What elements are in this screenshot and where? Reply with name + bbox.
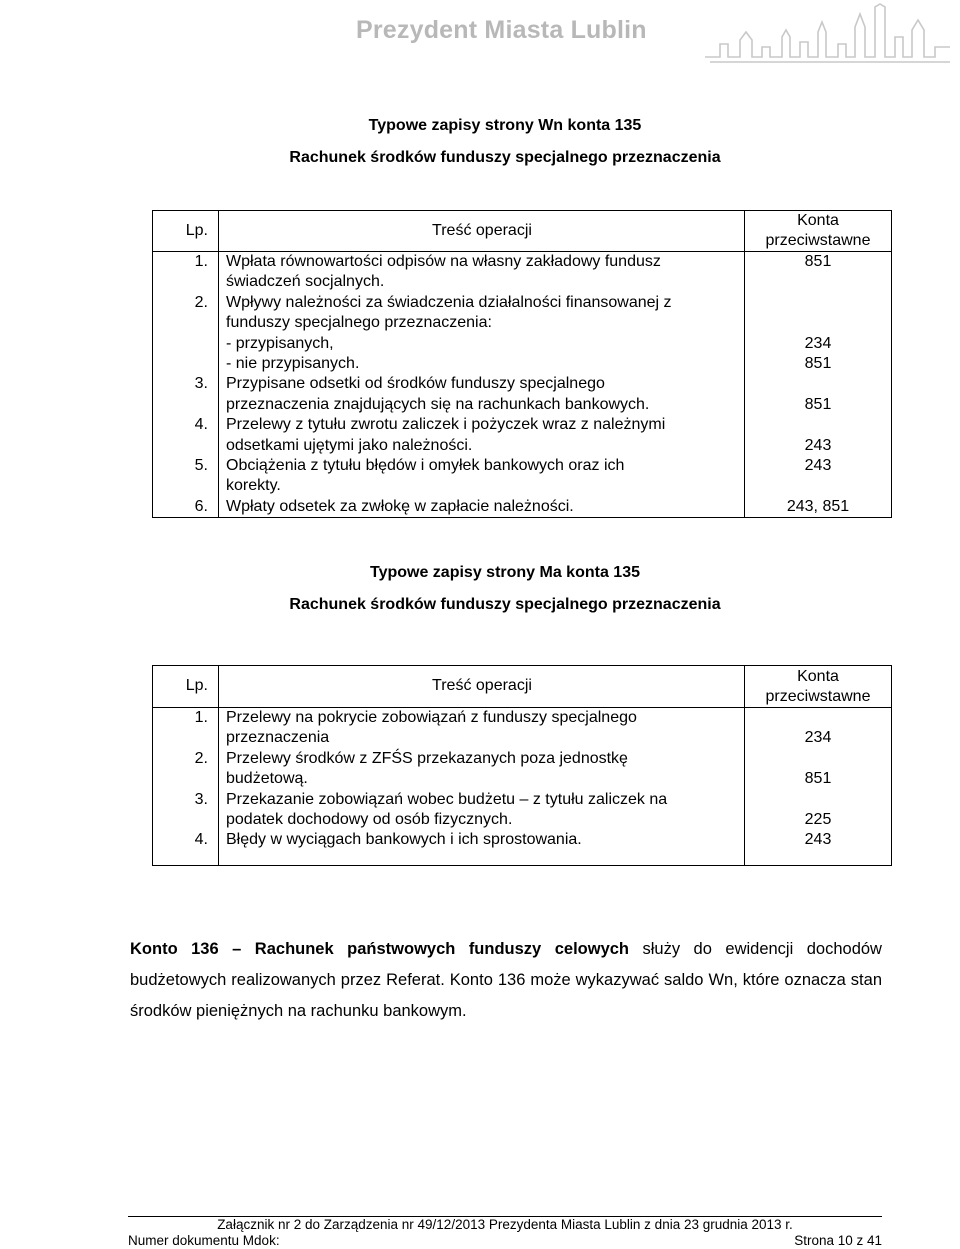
section-ma-subheading: Rachunek środków funduszy specjalnego przeznaczenia (289, 596, 721, 613)
table-row: 2. Przelewy środków z ZFŚS przekazanych poza jednostkę budżetową. 851 (153, 749, 892, 790)
konto-136-title: Konto 136 – Rachunek państwowych funduszy celowych (130, 940, 629, 958)
city-skyline-logo (700, 2, 955, 72)
col-header-konta: Konta przeciwstawne (745, 211, 892, 252)
table-row: 1. Przelewy na pokrycie zobowiązań z funduszy specjalnego przeznaczenia 234 (153, 708, 892, 749)
col-header-tresc: Treść operacji (219, 211, 745, 252)
section-wn-heading: Typowe zapisy strony Wn konta 135 (368, 117, 642, 134)
wn-operations-table (152, 210, 892, 518)
table-row: 3. Przypisane odsetki od środków funduszy specjalnego przeznaczenia znajdujących się na rachunkach bankowych. 851 (153, 374, 892, 415)
table-row: 1. Wpłata równowartości odpisów na własny zakładowy fundusz świadczeń socjalnych. 851 (153, 252, 892, 293)
section-wn-subheading: Rachunek środków funduszy specjalnego przeznaczenia (289, 149, 721, 166)
footer-attachment-note: Załącznik nr 2 do Zarządzenia nr 49/12/2013 Prezydenta Miasta Lublin z dnia 23 grudnia 2013 r. (217, 1217, 793, 1232)
table-row: 4. Błędy w wyciągach bankowych i ich sprostowania. 243 (153, 830, 892, 866)
footer-page-number: Strona 10 z 41 (794, 1233, 882, 1248)
table-row: 3. Przekazanie zobowiązań wobec budżetu – z tytułu zaliczek na podatek dochodowy od osób fizycznych. 225 (153, 790, 892, 831)
konto-136-paragraph (130, 934, 882, 1027)
table-row: 5. Obciążenia z tytułu błędów i omyłek bankowych oraz ich korekty. 243 (153, 456, 892, 497)
col-header-konta: Konta przeciwstawne (745, 666, 892, 708)
header-title: Prezydent Miasta Lublin (356, 16, 647, 44)
col-header-lp: Lp. (153, 211, 219, 252)
section-ma-heading: Typowe zapisy strony Ma konta 135 (369, 564, 640, 581)
col-header-lp: Lp. (153, 666, 219, 708)
ma-operations-table (152, 665, 892, 866)
table-row: 2. Wpływy należności za świadczenia działalności finansowanej z funduszy specjalnego przeznaczenia: - przypisanych, - nie przypisanych. 234 851 (153, 293, 892, 375)
footer-document-number-label: Numer dokumentu Mdok: (128, 1233, 280, 1248)
konto-136-description: służy do ewidencji dochodów budżetowych realizowanych przez Referat. Konto 136 może wykazywać saldo Wn, które oznacza stan środków pieniężnych na rachunku bankowym. (130, 940, 882, 1020)
table-row: 6. Wpłaty odsetek za zwłokę w zapłacie należności. 243, 851 (153, 497, 892, 518)
table-row: 4. Przelewy z tytułu zwrotu zaliczek i pożyczek wraz z należnymi odsetkami ujętymi jako należności. 243 (153, 415, 892, 456)
col-header-tresc: Treść operacji (219, 666, 745, 708)
